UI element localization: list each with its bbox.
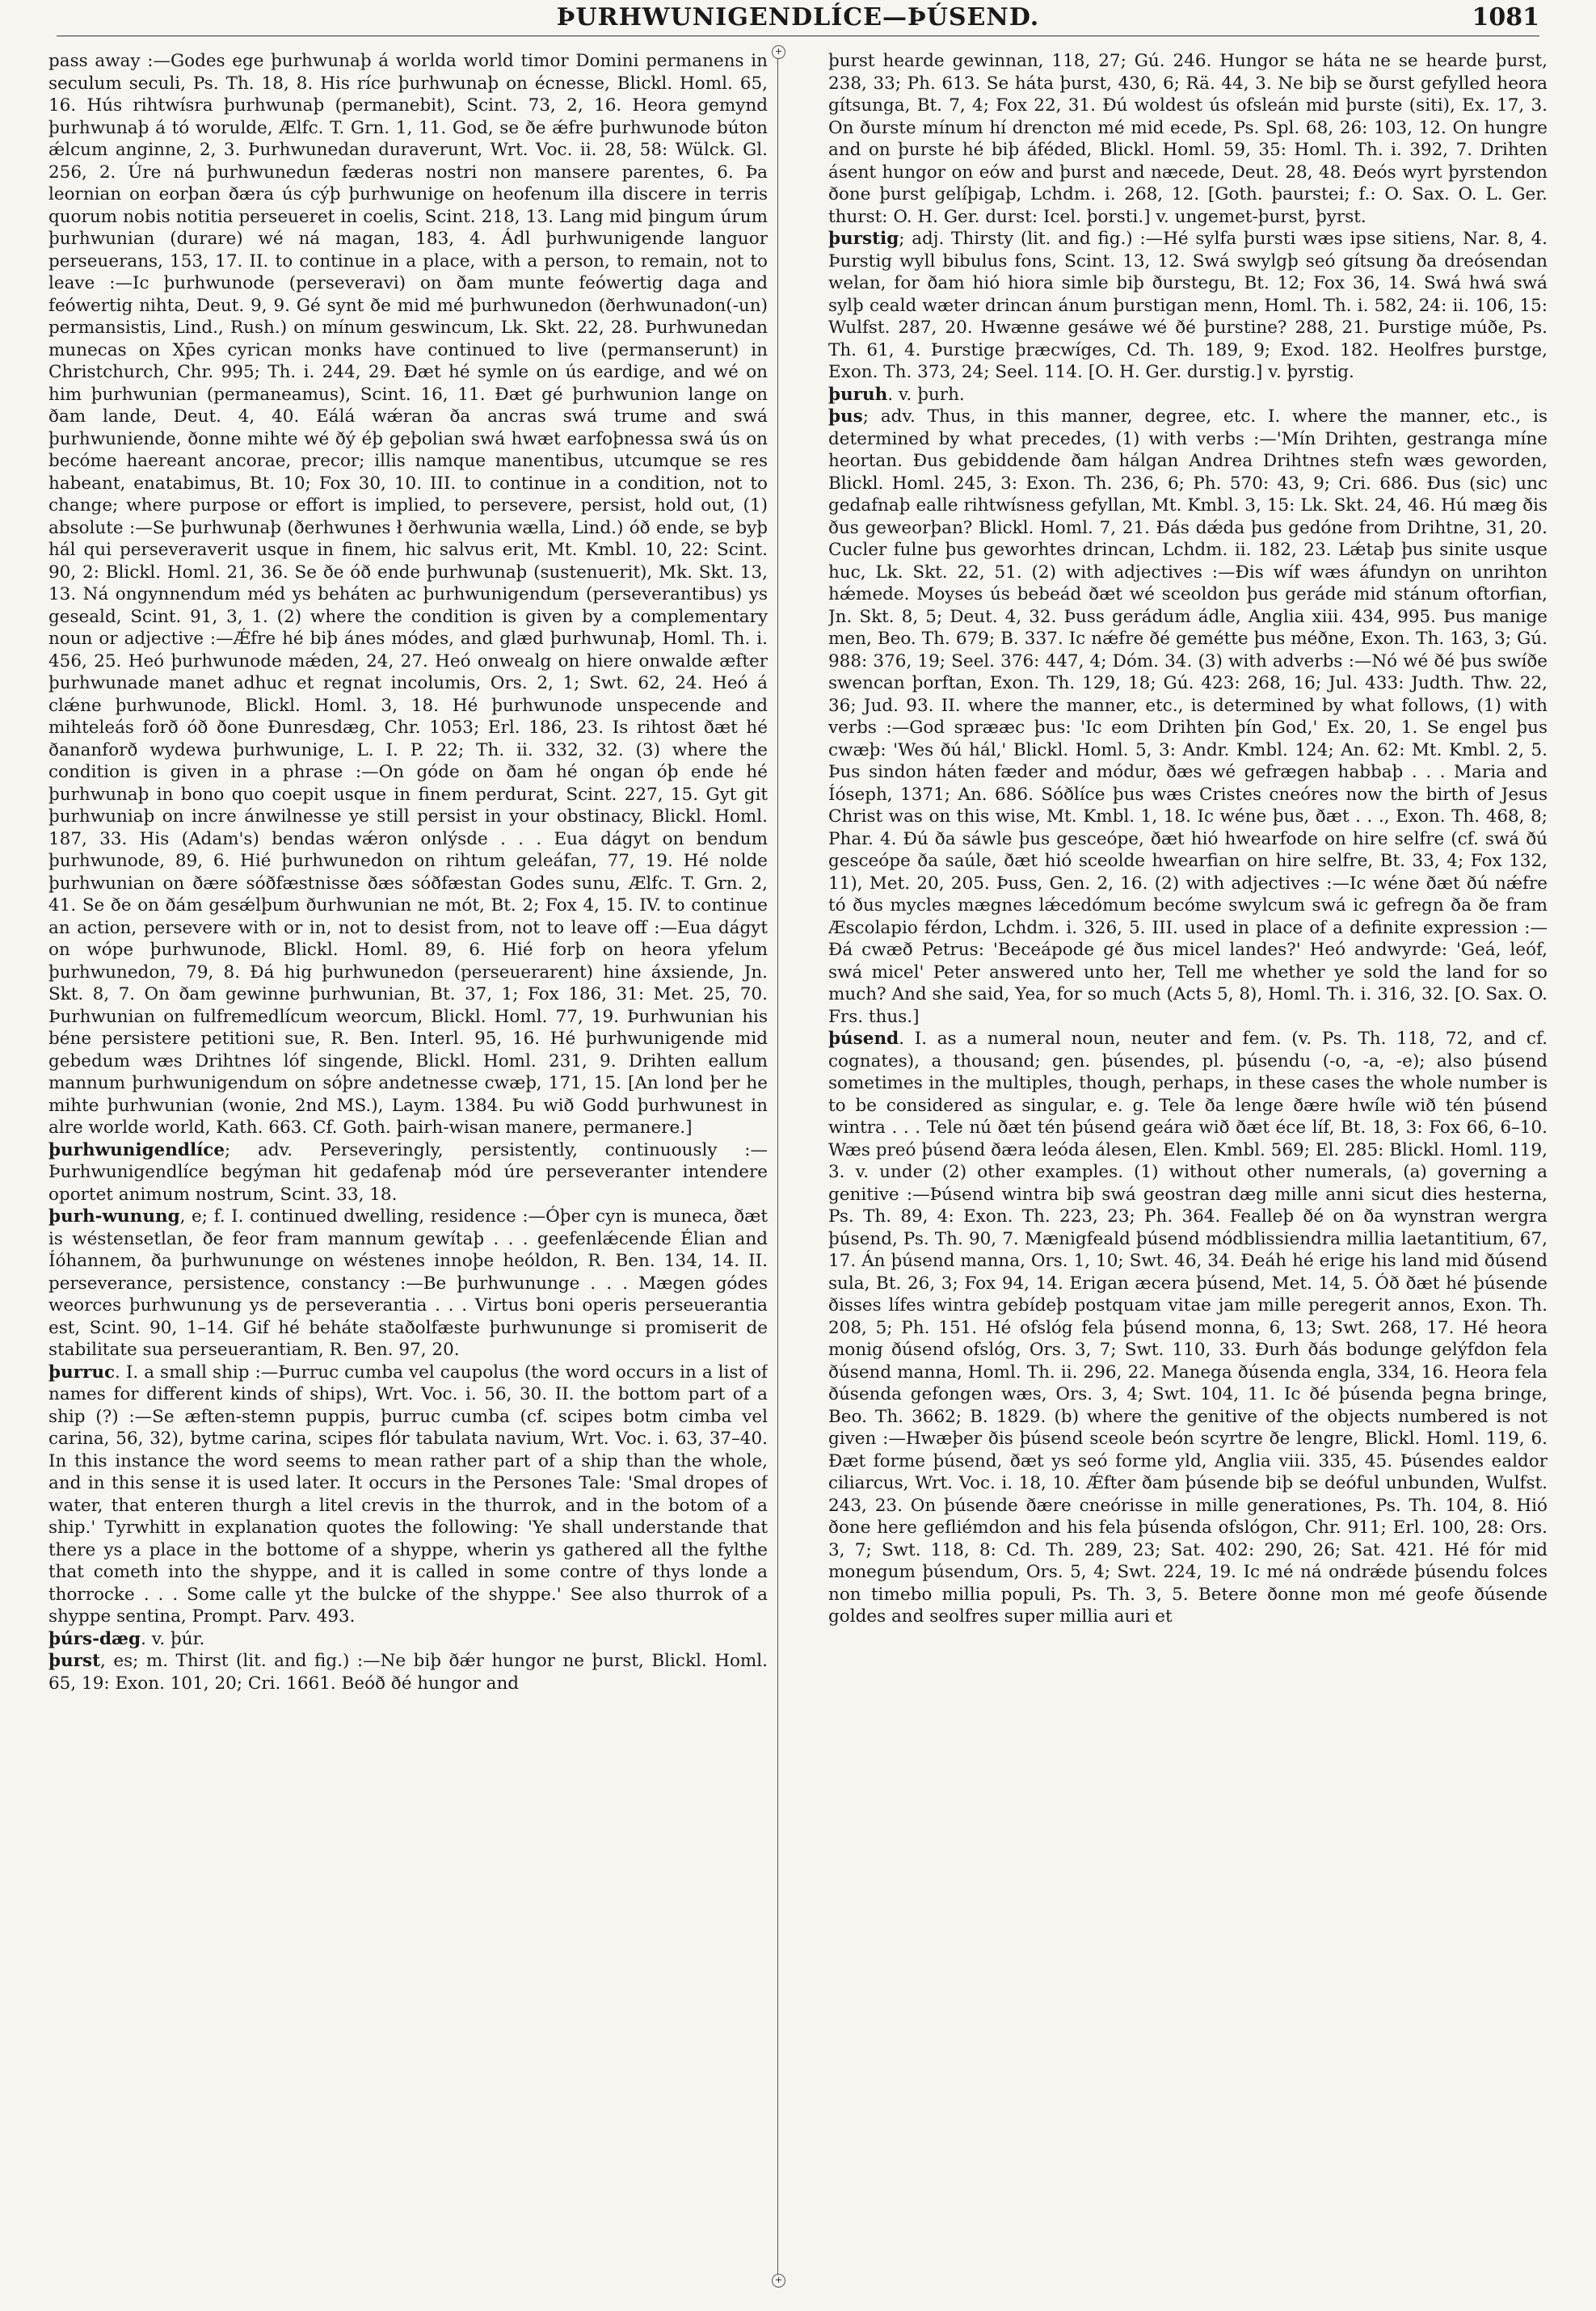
- entry-text: ; adv. Thus, in this manner, degree, etc. I. where the manner, etc., is determined by what precedes, (1) with verbs :—'Mín Drihten, gestranga míne heortan. Ðus gebiddende ðam hálgan Andrea Drihtnes stefn wæs geworden, Blickl. Homl. 245, 3: Exon. Th. 236, 6; Ph. 570: 43, 9; Cri. 686. Ðus (sic) unc gedafnaþ ealle rihtwísness gefyllan, Mt. Kmbl. 3, 15: Lk. Skt. 24, 46. Hú mæg ðis ðus geweorþan? Blickl. Homl. 7, 21. Ðás dǽda þus gedóne from Drihtne, 31, 20. Cucler fulne þus geworhtes drincan, Lchdm. ii. 182, 23. Lǽtaþ þus sinite usque huc, Lk. Skt. 22, 51. (2) with adjectives :—Ðis wíf wæs áfundyn on unrihton hǽmede. Moyses ús bebeád ðæt wé sceoldon þus geráde mid stánum oftorfian, Jn. Skt. 8, 5; Deut. 4, 32. Þuss gerádum ádle, Anglia xiii. 434, 995. Þus manige men, Beo. Th. 679; B. 337. Ic nǽfre ðé gemétte þus méðne, Exon. Th. 163, 3; Gú. 988: 376, 19; Seel. 376: 447, 4; Dóm. 34. (3) with adverbs :—Nó wé ðé þus swíðe swencan þorftan, Exon. Th. 129, 18; Gú. 423: 268, 16; Jul. 433: Judth. Thw. 22, 36; Jud. 93. II. where the manner, etc., is determined by what follows, (1) with verbs :—God sprææc þus: 'Ic eom Drihten þín God,' Ex. 20, 1. Se engel þus cwæþ: 'Wes ðú hál,' Blickl. Homl. 5, 3: Andr. Kmbl. 124; An. 62: Mt. Kmbl. 2, 5. Þus sindon háten fæder and módur, ðæs wé gefrægen habbaþ . . . Maria and Íóseph, 1371; An. 686. Sóðlíce þus wæs Cristes cneóres now the birth of Jesus Christ was on this wise, Mt. Kmbl. 1, 18. Ic wéne þus, ðæt . . ., Exon. Th. 468, 8; Phar. 4. Ðú ða sáwle þus gesceópe, ðæt hió hwearfode on hire selfre (cf. swá ðú gesceópe ða saúle, ðæt hió sceolde hwearfian on hire selfre, Bt. 33, 4; Fox 132, 11), Met. 20, 205. Þuss, Gen. 2, 16. (2) with adjectives :—Ic wéne ðæt ðú nǽfre tó ðus mycles mægnes lǽcedómum becóme swylcum swá ic gefregn ða ðe fram Æscolapio férdon, Lchdm. i. 326, 5. III. used in place of a definite expression :—Ðá cwæð Petrus: 'Beceápode gé ðus micel landes?' Heó andwyrde: 'Geá, leóf, swá micel' Peter answered unto her, Tell me whether ye sold the land for so much? And she said, Yea, for so much (Acts 5, 8), Homl. Th. i. 316, 32. [O. Sax. O. Frs. thus.]: [828, 406, 1548, 1027]
- entry-headword: þurhwunigendlíce: [48, 1139, 225, 1160]
- register-mark-icon: +: [772, 45, 785, 59]
- register-mark-icon: +: [772, 2274, 785, 2288]
- running-head: ÞURHWUNIGENDLÍCE—ÞÚSEND.: [556, 3, 1040, 32]
- entry-text: . v. þurh.: [887, 384, 965, 405]
- right-column: [828, 50, 1548, 2292]
- entry-text: ; adj. Thirsty (lit. and fig.) :—Hé sylfa þursti wæs ipse sitiens, Nar. 8, 4. Þurstig wyll bibulus fons, Scint. 13, 12. Swá swylgþ seó gítsung ða dreósendan welan, for ðam hió hiora simle biþ ðurstegu, Bt. 12; Fox 36, 14. Swá hwá swá sylþ ceald wæter drincan ánum þurstigan menn, Homl. Th. i. 582, 24: ii. 106, 15: Wulfst. 287, 20. Hwænne gesáwe wé ðé þurstine? 288, 21. Þurstige múðe, Ps. Th. 61, 4. Þurstige þræcwíges, Cd. Th. 189, 9; Exod. 182. Heolfres þurstge, Exon. Th. 373, 24; Seel. 114. [O. H. Ger. durstig.] v. þyrstig.: [828, 229, 1548, 382]
- entry: [828, 228, 1548, 384]
- entry-headword: þurruc: [48, 1362, 116, 1383]
- entry-continuation: [828, 50, 1548, 228]
- column-divider: [777, 48, 778, 2279]
- entry-headword: þurst: [48, 1651, 101, 1671]
- entry: [828, 406, 1548, 1028]
- left-column: [48, 50, 768, 2292]
- entry: [48, 1628, 768, 1651]
- entry: [828, 1028, 1548, 1628]
- entry-text: pass away :—Godes ege þurhwunaþ á worlda world timor Domini permanens in seculum seculi, Ps. Th. 18, 8. His ríce þurhwunaþ on écnesse, Blickl. Homl. 65, 16. Hús rihtwísra þurhwunaþ (permanebit), Scint. 73, 2, 16. Heora gemynd þurhwunaþ á tó worulde, Ælfc. T. Grn. 1, 11. God, se ðe ǽfre þurhwunode búton ǽlcum anginne, 2, 3. Þurhwunedan duraverunt, Wrt. Voc. ii. 28, 58: Wülck. Gl. 256, 2. Úre ná þurhwunedun fæderas nostri non mansere parentes, 6. Þa leornian on eorþan ðæra ús cýþ þurhwunige on heofenum illa discere in terris quorum nobis notitia perseueret in coelis, Scint. 218, 13. Lang mid þingum úrum þurhwunian (durare) wé ná magan, 183, 4. Ádl þurhwunigende languor perseuerans, 153, 17. II. to continue in a place, with a person, to remain, not to leave :—Ic þurhwunode (perseveravi) on ðam munte feówertig daga and feówertig nihta, Deut. 9, 9. Gé synt ðe mid mé þurhwunedon (ðerhwunadon(-un) permansistis, Lind., Rush.) on mínum geswincum, Lk. Skt. 22, 28. Þurhwunedan munecas on Xp̄es cyrican monks have continued to live (permanserunt) in Christchurch, Chr. 995; Th. i. 244, 29. Ðæt hé symle on ús eardige, and wé on him þurhwunian (permaneamus), Scint. 16, 11. Ðæt gé þurhwunion lange on ðam lande, Deut. 4, 40. Eálá wǽran ða ancras swá trume and swá þurhwuniende, ðonne mihte wé ðý éþ geþolian swá hwæt earfoþnessa swá ús on becóme haereant ancorae, precor; illis namque manentibus, utcumque se res habeant, enatabimus, Bt. 10; Fox 30, 10. III. to continue in a condition, not to change; where purpose or effort is implied, to persevere, persist, hold out, (1) absolute :—Se þurhwunaþ (ðerhwunes ł ðerhwunia wælla, Lind.) óð ende, se byþ hál qui perseveraverit usque in finem, hic salvus erit, Mt. Kmbl. 10, 22: Scint. 90, 2: Blickl. Homl. 21, 36. Se ðe óð ende þurhwunaþ (sustenuerit), Mk. Skt. 13, 13. Ná ongynnendum méd ys beháten ac þurhwunigendum (perseverantibus) ys geseald, Scint. 91, 3, 1. (2) where the condition is given by a complementary noun or adjective :—Ǽfre hé biþ ánes módes, and glæd þurhwunaþ, Homl. Th. i. 456, 25. Heó þurhwunode mǽden, 24, 27. Heó onwealg on hiere onwalde æfter þurhwunade manet adhuc et regnat incolumis, Ors. 2, 1; Swt. 62, 24. Heó á clǽne þurhwunode, Blickl. Homl. 3, 18. Hé þurhwunode unspecende and mihteleás forð óð ðone Ðunresdæg, Chr. 1053; Erl. 186, 23. Is rihtost ðæt hé ðananforð wydewa þurhwunige, L. I. P. 22; Th. ii. 332, 32. (3) where the condition is given in a phrase :—On góde on ðam hé ongan óþ ende hé þurhwunaþ in bono quo coepit usque in finem perdurat, Scint. 227, 15. Gyt git þurhwuniaþ on incre ánwilnesse ye still persist in your obstinacy, Blickl. Homl. 187, 33. His (Adam's) bendas wǽron onlýsde . . . Eua dágyt on bendum þurhwunode, 89, 6. Hié þurhwunedon on rihtum geleáfan, 77, 19. Hé nolde þurhwunian on ðære sóðfæstnisse ðæs sóðfæstan Godes sunu, Ælfc. T. Grn. 2, 41. Se ðe on ðám gesǽlþum ðurhwunian ne mót, Bt. 2; Fox 4, 15. IV. to continue an action, persevere with or in, not to desist from, not to leave off :—Eua dágyt on wópe þurhwunode, Blickl. Homl. 89, 6. Hié forþ on heora yfelum þurhwunedon, 79, 8. Ðá hig þurhwunedon (perseuerarent) hine áxsiende, Jn. Skt. 8, 7. On ðam gewinne þurhwunian, Bt. 37, 1; Fox 186, 31: Met. 25, 70. Þurhwunian on fulfremedlícum weorcum, Blickl. Homl. 77, 19. Þurhwunian his béne persistere petitioni sue, R. Ben. Interl. 95, 16. Hé þurhwunigende mid gebedum wæs Drihtnes lóf singende, Blickl. Homl. 231, 9. Drihten eallum mannum þurhwunigendum on sóþre andetnesse cwæþ, 171, 15. [An lond þer he mihte þurhwunian (wonie, 2nd MS.), Laym. 1384. Þu wið Godd þurhwunest in alre worlde world, Kath. 663. Cf. Goth. þairh-wisan manere, permanere.]: [48, 51, 768, 1138]
- entry-text: . v. þúr.: [141, 1628, 205, 1649]
- entry-headword: þúsend: [828, 1029, 899, 1049]
- entry-headword: þúrs-dæg: [48, 1628, 141, 1649]
- entry-text: , es; m. Thirst (lit. and fig.) :—Ne biþ ðǽr hungor ne þurst, Blickl. Homl. 65, 19: Exon. 101, 20; Cri. 1661. Beóð ðé hungor and: [48, 1651, 768, 1694]
- entry: [828, 384, 1548, 406]
- entry: [48, 1206, 768, 1362]
- page-number: 1081: [1472, 3, 1539, 32]
- entry-text: . I. as a numeral noun, neuter and fem. (v. Ps. Th. 118, 72, and cf. cognates), a thousand; gen. þúsendes, pl. þúsendu (-o, -a, -e); also þúsend sometimes in the multiples, though, perhaps, in these cases the whole number is to be considered as singular, e. g. Tele ða lenge ðære hwíle wið tén þúsend wintra . . . Tele nú ðæt tén þúsend geára wið ðæt éce líf, Bt. 18, 3: Fox 66, 6–10. Wæs preó þúsend ðæra leóda álesen, Elen. Kmbl. 569; El. 285: Blickl. Homl. 119, 3. v. under (2) other examples. (1) without other numerals, (a) governing a genitive :—Þúsend wintra biþ swá geostran dæg mille anni sicut dies hesterna, Ps. Th. 89, 4: Exon. Th. 223, 23; Ph. 364. Fealleþ ðé on ða wynstran wergra þúsend, Ps. Th. 90, 7. Mænigfeald þúsend módblissiendra millia laetantitium, 67, 17. Án þúsend manna, Ors. 1, 10; Swt. 46, 34. Ðeáh hé erige his land mid ðúsend sula, Bt. 26, 3; Fox 94, 14. Erigan æcera þúsend, Met. 14, 5. Óð ðæt hé þúsende ðisses lífes wintra gebídeþ postquam vitae jam mille peregerit annos, Exon. Th. 208, 5; Ph. 151. Hé ofslóg fela þúsend monna, 6, 13; Swt. 268, 17. Hé heora monig ðúsend ofslóg, Ors. 3, 7; Swt. 110, 33. Ðurh ðás bodunge gelýfdon fela ðúsend manna, Homl. Th. ii. 296, 22. Manega ðúsenda engla, 334, 16. Heora fela ðúsenda gefongen wæs, Ors. 3, 4; Swt. 104, 11. Ic ðé þúsenda þegna bringe, Beo. Th. 3662; B. 1829. (b) where the genitive of the objects numbered is not given :—Hwæþer ðis þúsend sceole beón scyrtre ðe lengre, Blickl. Homl. 119, 6. Ðæt forme þúsend, ðæt ys seó forme yld, Anglia viii. 335, 45. Þúsendes ealdor ciliarcus, Wrt. Voc. i. 18, 10. Ǽfter ðam þúsende biþ se deóful unbunden, Wulfst. 243, 23. On þúsende ðære cneórisse in mille generationes, Ps. Th. 104, 8. Hió ðone here gefliémdon and his fela þúsenda ofslógon, Chr. 911; Erl. 100, 28: Ors. 3, 7; Swt. 118, 8: Cd. Th. 289, 23; Sat. 402: 290, 26; Sat. 421. Hé fór mid monegum þúsendum, Ors. 5, 4; Swt. 224, 19. Ic mé ná ondrǽde þúsendu folces non timebo millia populi, Ps. Th. 3, 5. Betere ðonne mon mé geofe ðúsende goldes and seolfres super millia auri et: [828, 1029, 1548, 1627]
- entry: [48, 1139, 768, 1206]
- entry-text: . I. a small ship :—Þurruc cumba vel caupolus (the word occurs in a list of names for different kinds of ships), Wrt. Voc. i. 56, 30. II. the bottom part of a ship (?) :—Se æften-stemn puppis, þurruc cumba (cf. scipes botm cimba vel carina, 56, 32), bytme carina, scipes flór tabulata navium, Wrt. Voc. i. 63, 37–40. In this instance the word seems to mean rather part of a ship than the whole, and in this sense it is used later. It occurs in the Persones Tale: 'Smal dropes of water, that enteren thurgh a litel crevis in the thurrok, and in the botom of a ship.' Tyrwhitt in explanation quotes the following: 'Ye shall understande that there ys a place in the bottome of a shyppe, wherin ys gathered all the fylthe that cometh into the shyppe, and it is called in some contre of thys londe a thorrocke . . . Some calle yt the bulcke of the shyppe.' See also thurrok of a shyppe sentina, Prompt. Parv. 493.: [48, 1362, 768, 1627]
- entry-headword: þurh-wunung: [48, 1206, 180, 1227]
- entry-text: ; adv. Perseveringly, persistently, continuously :—Þurhwunigendlíce begýman hit gedafenaþ mód úre perseveranter intendere oportet animum nostrum, Scint. 33, 18.: [48, 1139, 768, 1205]
- entry: [48, 1650, 768, 1694]
- entry-headword: þurstig: [828, 229, 899, 249]
- entry-continuation: [48, 50, 768, 1139]
- entry-text: , e; f. I. continued dwelling, residence :—Óþer cyn is muneca, ðæt is wéstensetlan, ðe feor fram mannum gewítaþ . . . geefenlǽcende Élian and Íóhannem, ða þurhwununge on wéstenes innoþe heóldon, R. Ben. 134, 14. II. perseverance, persistence, constancy :—Be þurhwununge . . . Mægen gódes weorces þurhwunung ys de perseverantia . . . Virtus boni operis perseuerantia est, Scint. 90, 1–14. Gif hé beháte staðolfæste þurhwununge si promiserit de stabilitate sua perseuerantiam, R. Ben. 97, 20.: [48, 1206, 768, 1360]
- entry: [48, 1362, 768, 1628]
- page-header: [57, 0, 1539, 36]
- entry-headword: þuruh: [828, 384, 888, 405]
- entry-text: þurst hearde gewinnan, 118, 27; Gú. 246. Hungor se háta ne se hearde þurst, 238, 33; Ph. 613. Se háta þurst, 430, 6; Rä. 44, 3. Ne biþ se ðurst gefylled heora gítsunga, Bt. 7, 4; Fox 22, 31. Ðú woldest ús ofsleán mid þurste (siti), Ex. 17, 3. On ðurste mínum hí drencton mé mid ecede, Ps. Spl. 68, 26: 103, 12. On hungre and on þurste hé biþ áféded, Blickl. Homl. 59, 35: Homl. Th. i. 392, 7. Drihten ásent hungor on eów and þurst and næcede, Deut. 28, 48. Ðeós wyrt þyrstendon ðone þurst gelíþigaþ, Lchdm. i. 268, 12. [Goth. þaurstei; f.: O. Sax. O. L. Ger. thurst: O. H. Ger. durst: Icel. þorsti.] v. ungemet-þurst, þyrst.: [828, 51, 1548, 227]
- entry-headword: þus: [828, 406, 863, 427]
